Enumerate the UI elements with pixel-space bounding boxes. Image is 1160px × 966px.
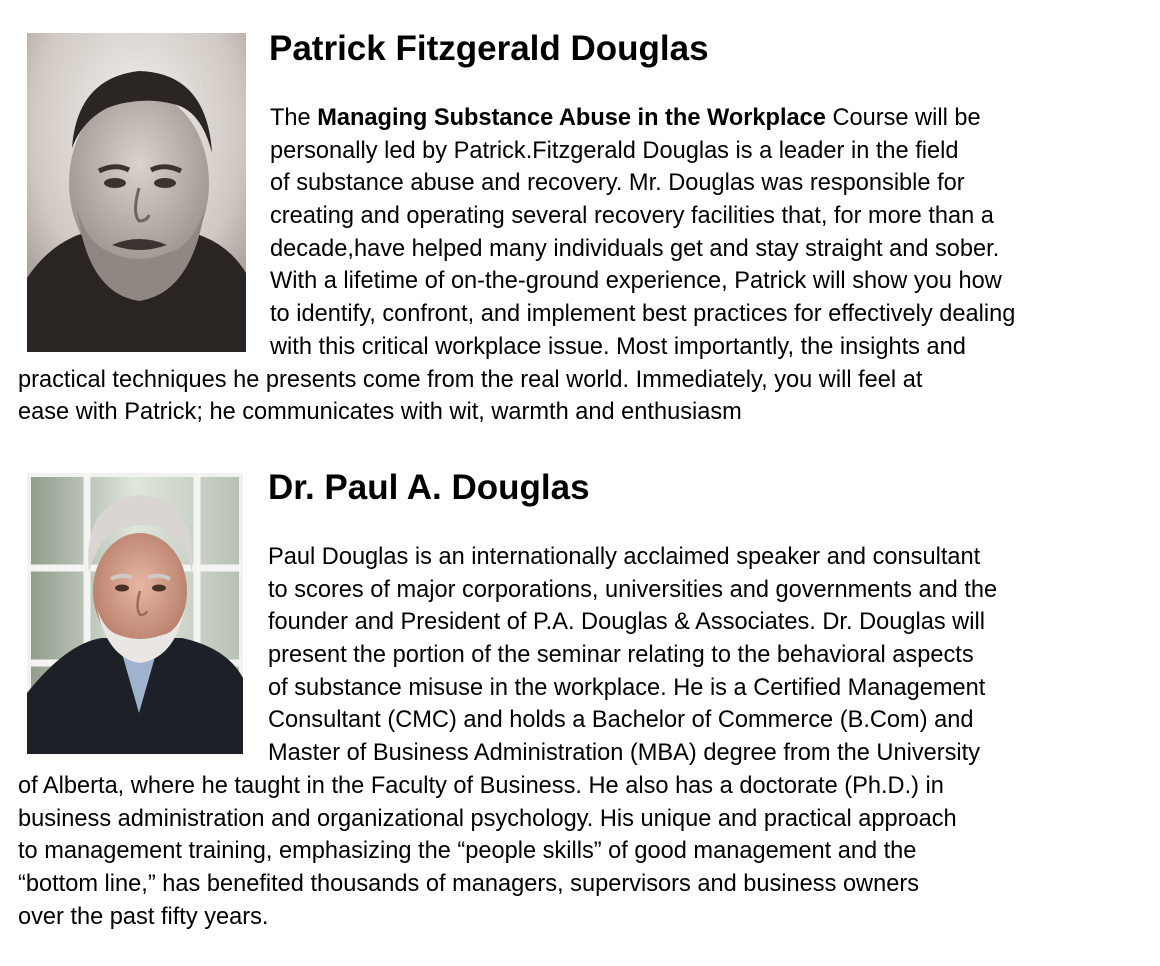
paul-name-heading: Dr. Paul A. Douglas [268, 468, 590, 507]
patrick-name-heading: Patrick Fitzgerald Douglas [269, 29, 709, 68]
bio-line: ease with Patrick; he communicates with wit, warmth and enthusiasm [18, 399, 742, 426]
bio-line: over the past fifty years. [18, 903, 269, 930]
bio-line: decade,have helped many individuals get and stay straight and sober. [270, 235, 1000, 262]
bio-line: business administration and organizational psychology. His unique and practical approach [18, 805, 957, 832]
bio-line: personally led by Patrick.Fitzgerald Douglas is a leader in the field [270, 137, 959, 164]
course-title: Managing Substance Abuse in the Workplace [317, 105, 826, 131]
bio-line: Master of Business Administration (MBA) degree from the University [268, 740, 981, 767]
bio-line: With a lifetime of on-the-ground experience, Patrick will show you how [270, 268, 1002, 295]
bio-line: of Alberta, where he taught in the Faculty of Business. He also has a doctorate (Ph.D.) in [18, 772, 944, 799]
patrick-bio [0, 102, 1016, 429]
bio-line: with this critical workplace issue. Most importantly, the insights and [270, 333, 966, 360]
bio-text: The [270, 105, 318, 131]
bio-line: practical techniques he presents come from the real world. Immediately, you will feel at [18, 366, 923, 393]
bio-line: to management training, emphasizing the “people skills” of good management and the [18, 838, 917, 865]
bio-text: Course will be [825, 105, 981, 131]
bio-line: to identify, confront, and implement best practices for effectively dealing [270, 301, 1016, 328]
bio-line: Paul Douglas is an internationally acclaimed speaker and consultant [268, 544, 981, 570]
bio-line: present the portion of the seminar relating to the behavioral aspects [268, 642, 974, 669]
bio-line: of substance abuse and recovery. Mr. Douglas was responsible for [270, 170, 965, 197]
bio-line: to scores of major corporations, universities and governments and the [268, 576, 998, 603]
bio-line: Consultant (CMC) and holds a Bachelor of Commerce (B.Com) and [268, 707, 974, 734]
bio-line: of substance misuse in the workplace. He is a Certified Management [268, 674, 986, 701]
paul-bio [0, 541, 998, 933]
bio-line [270, 102, 1160, 135]
bio-line: creating and operating several recovery facilities that, for more than a [270, 203, 994, 230]
bio-line: “bottom line,” has benefited thousands of managers, supervisors and business owners [18, 870, 919, 897]
bio-line: founder and President of P.A. Douglas & Associates. Dr. Douglas will [268, 609, 985, 636]
